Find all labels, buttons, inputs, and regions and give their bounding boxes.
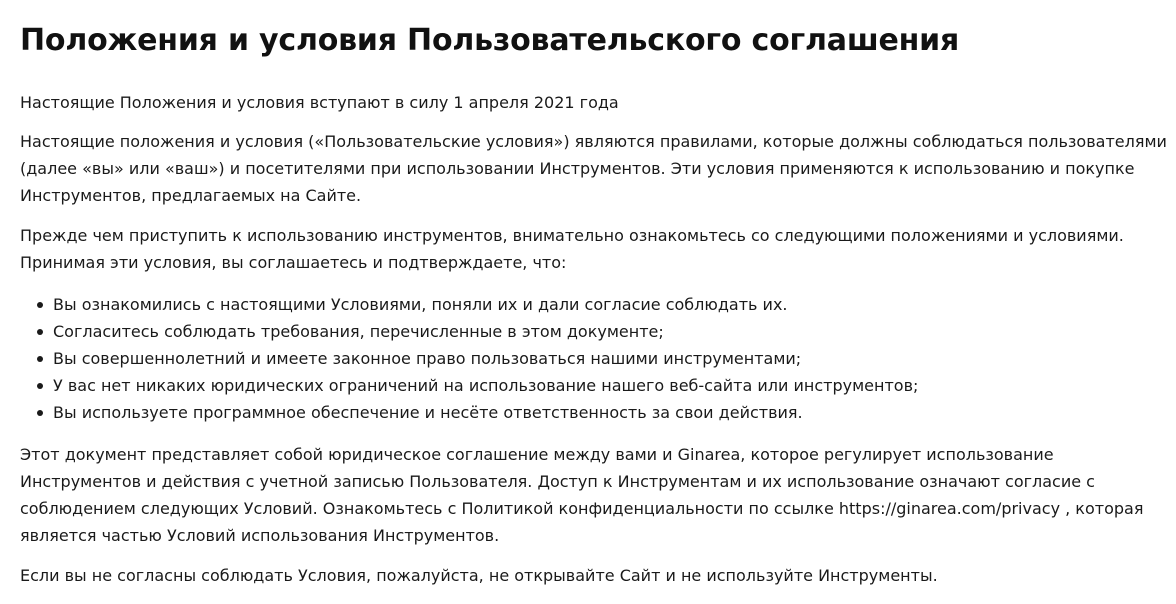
list-item-text: Вы ознакомились с настоящими Условиями, поняли их и дали согласие соблюдать их.: [53, 295, 788, 314]
acknowledgement-list: [20, 291, 1170, 426]
disagree-paragraph: Если вы не согласны соблюдать Условия, пожалуйста, не открывайте Сайт и не используйте Инструменты.: [20, 566, 938, 585]
effective-date-paragraph: Настоящие Положения и условия вступают в силу 1 апреля 2021 года: [20, 93, 619, 112]
bullet-icon: [37, 383, 43, 389]
page-title: Положения и условия Пользовательского соглашения: [20, 23, 960, 58]
bullet-icon: [37, 329, 43, 335]
intro-paragraph: Настоящие положения и условия («Пользовательские условия») являются правилами, которые должны соблюдаться пользователями (далее «вы» или «ваш») и посетителями при использовании Инструментов. Эти условия применяются к использованию и покупке Инструментов, предлагаемых на Сайте.: [20, 132, 1167, 205]
list-item-text: У вас нет никаких юридических ограничений на использование нашего веб-сайта или инструментов;: [53, 376, 919, 395]
list-item: [53, 399, 1170, 426]
bullet-icon: [37, 410, 43, 416]
legal-agreement-paragraph: Этот документ представляет собой юридическое соглашение между вами и Ginarea, которое регулирует использование Инструментов и действия с учетной записью Пользователя. Доступ к Инструментам и их использование означают согласие с соблюдением следующих Условий. Ознакомьтесь с Политикой конфиденциальности по ссылке https://ginarea.com/privacy , которая является частью Условий использования Инструментов.: [20, 445, 1144, 545]
list-item: [53, 345, 1170, 372]
list-item: [53, 318, 1170, 345]
list-item: [53, 372, 1170, 399]
list-item-text: Вы используете программное обеспечение и несёте ответственность за свои действия.: [53, 403, 803, 422]
list-item-text: Согласитесь соблюдать требования, перечисленные в этом документе;: [53, 322, 664, 341]
list-item-text: Вы совершеннолетний и имеете законное право пользоваться нашими инструментами;: [53, 349, 802, 368]
bullet-icon: [37, 302, 43, 308]
bullet-icon: [37, 356, 43, 362]
list-item: [53, 291, 1170, 318]
before-use-paragraph: Прежде чем приступить к использованию инструментов, внимательно ознакомьтесь со следующими положениями и условиями. Принимая эти условия, вы соглашаетесь и подтверждаете, что:: [20, 226, 1124, 272]
